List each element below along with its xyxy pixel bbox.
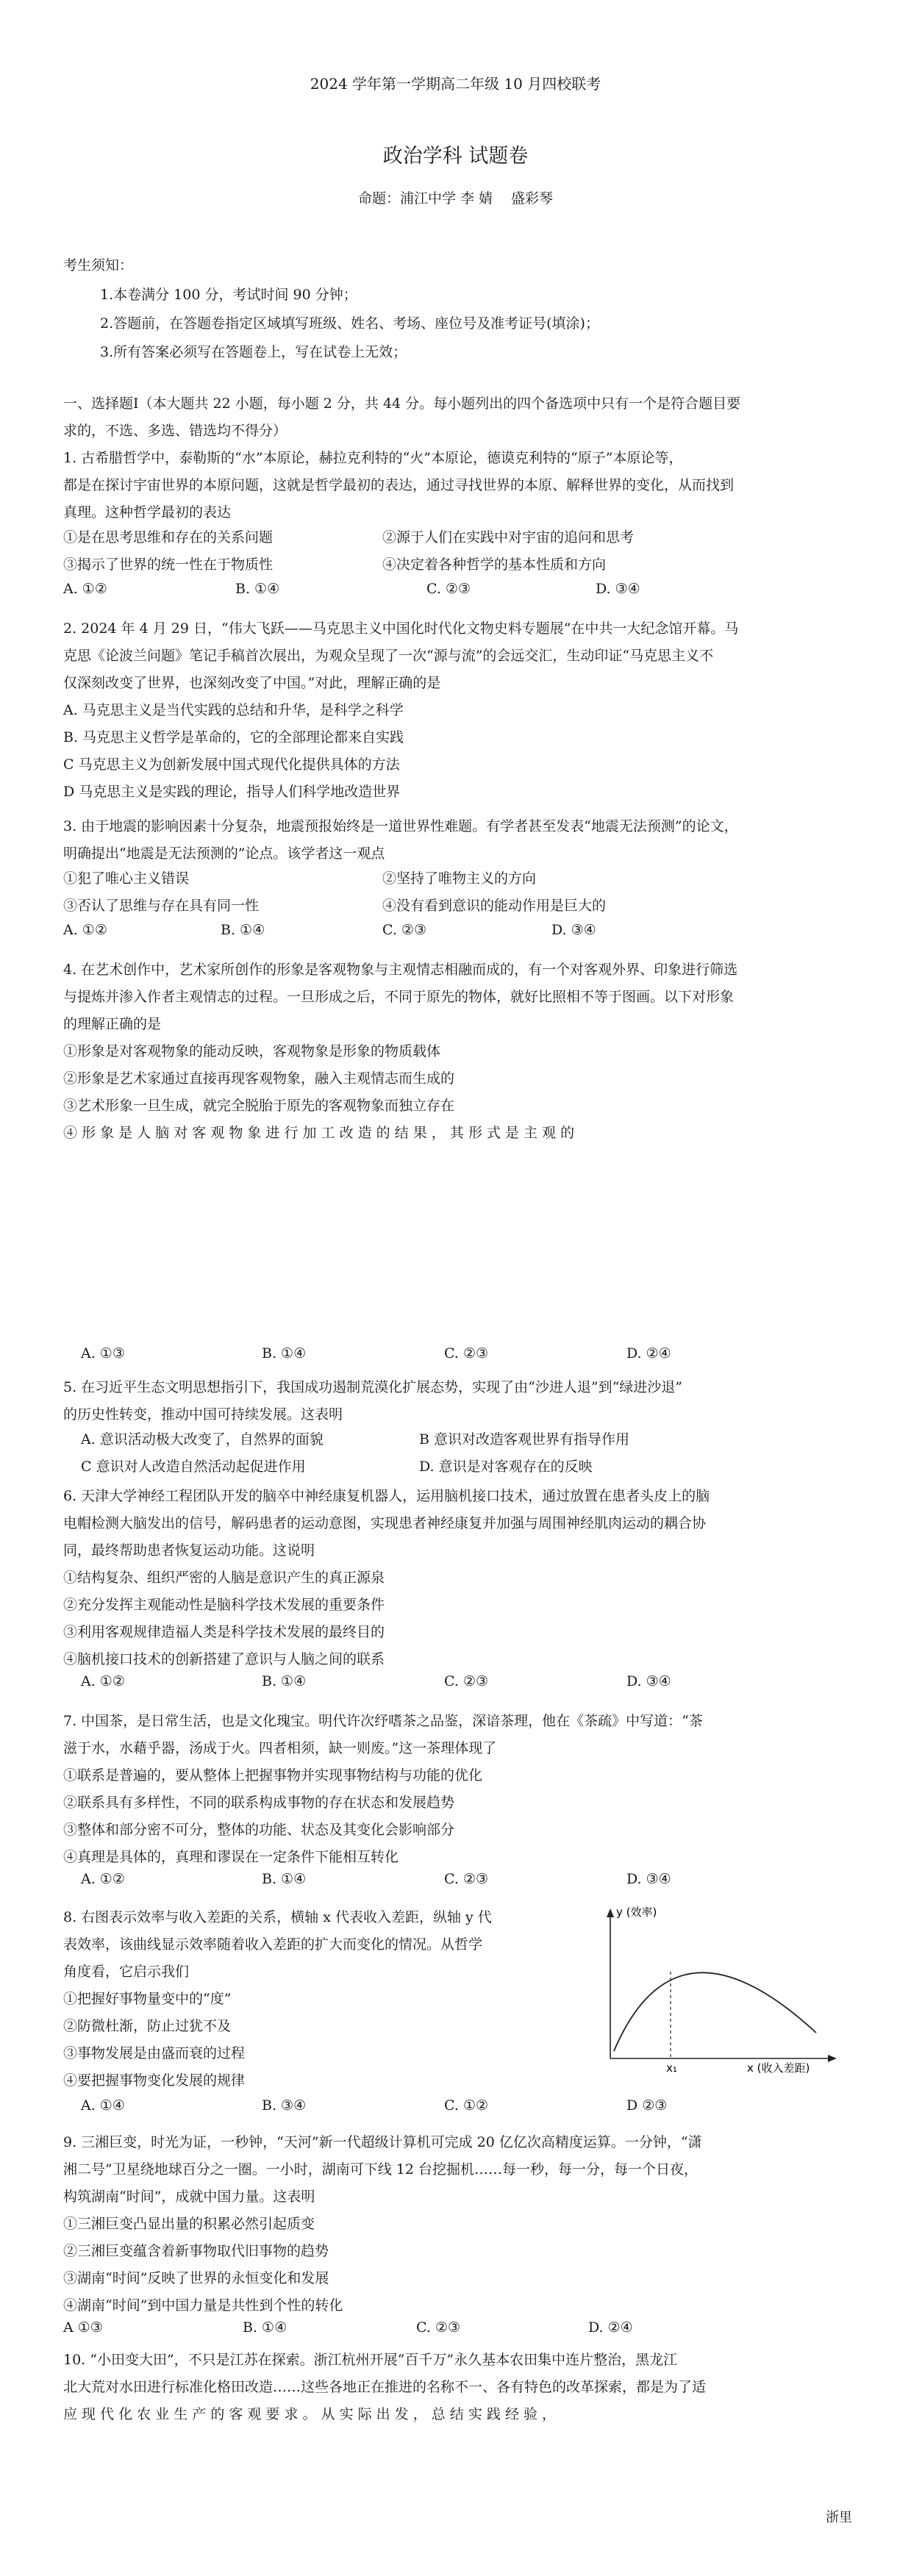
q7-stem: 滋于水，水藉乎器，汤成于火。四者相须，缺一则废。”这一茶理体现了 [63, 1740, 497, 1756]
q7-option-a: A. ①② [81, 1871, 125, 1887]
q8-option-c: C. ①② [444, 2097, 489, 2114]
q4-statement: ③艺术形象一旦生成，就完全脱胎于原先的客观物象而独立存在 [63, 1098, 455, 1114]
notice-item: 3.所有答案必须写在答题卷上，写在试卷上无效； [100, 344, 407, 360]
q3-statement: ④没有看到意识的能动作用是巨大的 [382, 898, 607, 914]
q2-stem: 2. 2024 年 4 月 29 日，“伟大飞跃——马克思主义中国化时代化文物史料专题展”在中共一大纪念馆开幕。马 [63, 620, 739, 637]
q8-statement: ④要把握事物变化发展的规律 [63, 2072, 246, 2089]
authors: 命题：浦江中学 李 婧 盛彩琴 [357, 190, 554, 207]
q1-stem: 1. 古希腊哲学中，泰勒斯的“水”本原论，赫拉克利特的“火”本原论，德谟克利特的“原子”本原论等， [63, 450, 683, 466]
q3-statement: ①犯了唯心主义错误 [63, 870, 190, 887]
q8-stem: 角度看，它启示我们 [63, 1964, 190, 1980]
q6-option-b: B. ①④ [262, 1673, 307, 1689]
q4-stem: 4. 在艺术创作中，艺术家所创作的形象是客观物象与主观情志相融而成的，有一个对客观外界、印象进行筛选 [63, 962, 738, 978]
notice-item: 1.本卷满分 100 分，考试时间 90 分钟； [100, 287, 357, 303]
q8-stem: 表效率，该曲线显示效率随着收入差距的扩大而变化的情况。从哲学 [63, 1936, 483, 1953]
subject-title: 政治学科 试题卷 [382, 145, 529, 168]
q9-option-a: A ①③ [63, 2319, 103, 2336]
q5-option-a: A. 意识活动极大改变了，自然界的面貌 [81, 1431, 324, 1448]
q8-statement: ①把握好事物量变中的“度” [63, 1991, 232, 2007]
q1-stem: 真理。这种哲学最初的表达 [63, 504, 232, 520]
q3-stem: 3. 由于地震的影响因素十分复杂，地震预报始终是一道世界性难题。有学者甚至发表“地震无法预测”的论文， [63, 818, 738, 834]
q1-stem: 都是在探讨宇宙世界的本原问题，这就是哲学最初的表达，通过寻找世界的本原、解释世界的变化，从而找到 [63, 477, 735, 493]
q8-statement: ②防微杜渐，防止过犹不及 [63, 2018, 232, 2034]
footer-mark: 浙里 [826, 2510, 852, 2525]
q2-option-c: C 马克思主义为创新发展中国式现代化提供具体的方法 [63, 756, 400, 773]
q9-stem: 9. 三湘巨变，时光为证，一秒钟，“天河”新一代超级计算机可完成 20 亿亿次高精度运算。一分钟，“潇 [63, 2134, 702, 2150]
q4-option-c: C. ②③ [444, 1345, 489, 1362]
q7-statement: ①联系是普遍的，要从整体上把握事物并实现事物结构与功能的优化 [63, 1767, 483, 1783]
q7-statement: ②联系具有多样性，不同的联系构成事物的存在状态和发展趋势 [63, 1795, 455, 1811]
q6-statement: ③利用客观规律造福人类是科学技术发展的最终目的 [63, 1624, 385, 1640]
q6-option-a: A. ①② [81, 1673, 125, 1689]
q1-option-d: D. ③④ [596, 581, 640, 597]
q1-option-a: A. ①② [63, 581, 107, 597]
q7-statement: ③整体和部分密不可分，整体的功能、状态及其变化会影响部分 [63, 1822, 455, 1838]
q6-stem: 同，最终帮助患者恢复运动功能。这说明 [63, 1542, 315, 1559]
q9-statement: ③湖南“时间”反映了世界的永恒变化和发展 [63, 2270, 329, 2286]
q9-stem: 湘二号”卫星绕地球百分之一圈。一小时，湖南可下线 12 台挖掘机……每一秒，每一分，每一个日夜， [63, 2161, 698, 2178]
q4-option-d: D. ②④ [626, 1345, 671, 1362]
q2-stem: 仅深刻改变了世界，也深刻改变了中国。”对此，理解正确的是 [63, 675, 441, 691]
q3-option-c: C. ②③ [382, 922, 427, 938]
q6-stem: 电帽检测大脑发出的信号，解码患者的运动意图，实现患者神经康复并加强与周围神经肌肉运动的耦合协 [63, 1515, 707, 1531]
q5-stem: 5. 在习近平生态文明思想指引下，我国成功遏制荒漠化扩展态势，实现了由“沙进人退”到“绿进沙退” [63, 1379, 683, 1395]
q7-option-d: D. ③④ [626, 1871, 671, 1887]
q4-statement: ①形象是对客观物象的能动反映，客观物象是形象的物质载体 [63, 1043, 441, 1059]
q8-option-d: D ②③ [626, 2097, 668, 2114]
y-axis-arrow-icon [607, 1908, 614, 1917]
q4-statement: ②形象是艺术家通过直接再现客观物象，融入主观情志而生成的 [63, 1070, 455, 1087]
q9-option-c: C. ②③ [416, 2319, 461, 2336]
q1-option-c: C. ②③ [426, 581, 471, 597]
q1-statement: ②源于人们在实践中对宇宙的追问和思考 [382, 529, 635, 545]
q5-stem: 的历史性转变，推动中国可持续发展。这表明 [63, 1406, 343, 1423]
q10-stem: 北大荒对水田进行标准化格田改造……这些各地正在推进的名称不一、各有特色的改革探索，都是为了适 [63, 2379, 707, 2395]
notice-title: 考生须知： [63, 257, 134, 273]
section-heading-cont: 求的，不选、多选、错选均不得分） [63, 423, 287, 439]
q4-stem: 与提炼并渗入作者主观情志的过程。一旦形成之后，不同于原先的物体，就好比照相不等于图画。以下对形象 [63, 989, 735, 1005]
q4-stem: 的理解正确的是 [63, 1016, 162, 1032]
q8-option-b: B. ③④ [262, 2097, 307, 2114]
q7-option-c: C. ②③ [444, 1871, 489, 1887]
q3-statement: ②坚持了唯物主义的方向 [382, 870, 537, 887]
q3-option-a: A. ①② [63, 922, 107, 938]
q10-stem: 10. “小田变大田”，不只是江苏在探索。浙江杭州开展“百千万”永久基本农田集中连片整治，黑龙江 [63, 2352, 678, 2368]
q2-option-a: A. 马克思主义是当代实践的总结和升华，是科学之科学 [63, 702, 404, 718]
q3-option-b: B. ①④ [221, 922, 265, 938]
q9-statement: ④湖南“时间”到中国力量是共性到个性的转化 [63, 2297, 343, 2314]
q5-option-d: D. 意识是对客观存在的反映 [419, 1459, 593, 1475]
q9-option-d: D. ②④ [588, 2319, 633, 2336]
q4-statement: ④ 形 象 是 人 脑 对 客 观 物 象 进 行 加 工 改 造 的 结 果 ， 其 形 式 是 主 观 的 [63, 1125, 575, 1141]
q1-statement: ①是在思考思维和存在的关系问题 [63, 529, 274, 545]
q6-statement: ②充分发挥主观能动性是脑科学技术发展的重要条件 [63, 1597, 385, 1613]
q2-option-b: B. 马克思主义哲学是革命的，它的全部理论都来自实践 [63, 729, 404, 745]
q4-option-a: A. ①③ [81, 1345, 125, 1362]
q6-statement: ①结构复杂、组织严密的人脑是意识产生的真正源泉 [63, 1570, 385, 1586]
efficiency-curve [614, 1972, 816, 2051]
q8-statement: ③事物发展是由盛而衰的过程 [63, 2045, 246, 2061]
q9-option-b: B. ①④ [243, 2319, 287, 2336]
exam-title: 2024 学年第一学期高二年级 10 月四校联考 [310, 75, 601, 93]
efficiency-income-gap-graph [574, 1904, 846, 2075]
q6-option-c: C. ②③ [444, 1673, 489, 1689]
q5-option-b: B 意识对改造客观世界有指导作用 [419, 1431, 630, 1448]
q9-statement: ①三湘巨变凸显出量的积累必然引起质变 [63, 2216, 315, 2232]
q6-option-d: D. ③④ [626, 1673, 671, 1689]
q8-option-a: A. ①④ [81, 2097, 125, 2114]
q2-stem: 克思《论波兰问题》笔记手稿首次展出，为观众呈现了一次“源与流”的会远交汇，生动印证“马克思主义不 [63, 648, 714, 664]
notice-item: 2.答题前，在答题卷指定区域填写班级、姓名、考场、座位号及准考证号(填涂)； [100, 315, 599, 332]
q3-option-d: D. ③④ [551, 922, 596, 938]
section-heading: 一、选择题Ⅰ（本大题共 22 小题，每小题 2 分，共 44 分。每小题列出的四个备选项中只有一个是符合题目要 [63, 396, 741, 412]
q1-statement: ④决定着各种哲学的基本性质和方向 [382, 557, 607, 573]
q3-statement: ③否认了思维与存在具有同一性 [63, 898, 260, 914]
q7-stem: 7. 中国茶，是日常生活，也是文化瑰宝。明代许次纾嗜茶之品鉴，深谙茶理，他在《茶疏》中写道：“茶 [63, 1713, 703, 1729]
q4-option-b: B. ①④ [262, 1345, 307, 1362]
x-axis-label: x (收入差距) [747, 2061, 810, 2075]
q9-stem: 构筑湖南“时间”，成就中国力量。这表明 [63, 2189, 315, 2205]
q6-stem: 6. 天津大学神经工程团队开发的脑卒中神经康复机器人，运用脑机接口技术，通过放置在患者头皮上的脑 [63, 1488, 710, 1504]
q2-option-d: D 马克思主义是实践的理论，指导人们科学地改造世界 [63, 784, 401, 800]
q1-statement: ③揭示了世界的统一性在于物质性 [63, 557, 274, 573]
q8-stem: 8. 右图表示效率与收入差距的关系，横轴 x 代表收入差距，纵轴 y 代 [63, 1909, 492, 1925]
x1-label: x₁ [666, 2061, 677, 2075]
q7-statement: ④真理是具体的，真理和谬误在一定条件下能相互转化 [63, 1849, 399, 1865]
q5-option-c: C 意识对人改造自然活动起促进作用 [81, 1459, 306, 1475]
q3-stem: 明确提出“地震是无法预测的”论点。该学者这一观点 [63, 845, 385, 862]
q6-statement: ④脑机接口技术的创新搭建了意识与人脑之间的联系 [63, 1651, 385, 1667]
x-axis-arrow-icon [828, 2055, 837, 2062]
q10-stem: 应 现 代 化 农 业 生 产 的 客 观 要 求 。 从 实 际 出 发 ， 总 结 实 践 经 验 ， [63, 2406, 557, 2422]
q7-option-b: B. ①④ [262, 1871, 307, 1887]
y-axis-label: y (效率) [616, 1906, 657, 1919]
q9-statement: ②三湘巨变蕴含着新事物取代旧事物的趋势 [63, 2243, 329, 2259]
q1-option-b: B. ①④ [235, 581, 280, 597]
